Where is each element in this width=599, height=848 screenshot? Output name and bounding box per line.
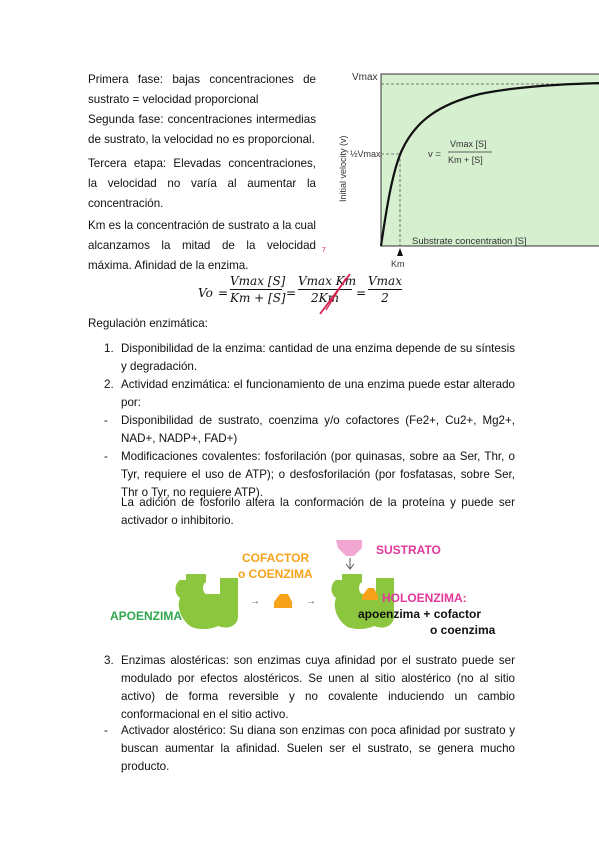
holoenzima-definition-2: o coenzima xyxy=(430,623,496,637)
list-marker-3: - xyxy=(104,414,108,427)
list-marker-1: 1. xyxy=(104,342,114,355)
half-vmax-label: ½Vmax xyxy=(350,149,381,159)
vmax-label: Vmax xyxy=(352,72,378,83)
list-marker-6: 3. xyxy=(104,654,114,667)
x-axis-label: Substrate concentration [S] xyxy=(412,236,527,247)
paragraph-fase2: Segunda fase: concentraciones intermedias de sustrato, la velocidad no es proporcional. xyxy=(88,113,316,146)
paragraph-fase1: Primera fase: bajas concentraciones de sustrato = velocidad proporcional xyxy=(88,73,316,106)
eq-fraction-3: Vmax 2 xyxy=(368,274,402,305)
cofactor-label-1: COFACTOR xyxy=(242,551,310,565)
km-strikethrough xyxy=(316,270,356,318)
list-item-6: Enzimas alostéricas: son enzimas cuya afinidad por el sustrato puede ser modulado por efectos alostéricos. Se unen al sitio alostérico (no al sitio activo) de forma reversible y no covalente induciendo un cambio conformacional en el sitio activo. xyxy=(121,654,515,721)
formula-numerator: Vmax [S] xyxy=(450,139,487,149)
small-red-mark: 7 xyxy=(322,247,326,254)
eq-fraction-1: Vmax [S] Km + [S] xyxy=(230,274,286,305)
y-axis-label: Initial velocity (v) xyxy=(338,135,348,202)
substrate-arrow xyxy=(346,558,354,569)
formula-denominator: Km + [S] xyxy=(448,155,483,165)
eq-equals-3: = xyxy=(356,286,367,300)
km-label: Km xyxy=(391,259,405,269)
substrate-shape xyxy=(336,540,362,556)
list-item-2: Actividad enzimática: el funcionamiento de una enzima puede estar alterado por: xyxy=(121,378,515,409)
list-item-1: Disponibilidad de la enzima: cantidad de una enzima depende de su síntesis y degradación. xyxy=(121,342,515,373)
paragraph-km: Km es la concentración de sustrato a la cual alcanzamos la mitad de la velocidad máxima. Afinidad de la enzima. xyxy=(88,219,316,272)
arrow-2: → xyxy=(306,596,316,607)
list-item-7: Activador alostérico: Su diana son enzimas con poca afinidad por sustrato y buscan aumentar la afinidad. Suelen ser el sustrato, se genera mucho producto. xyxy=(121,724,515,773)
list-marker-7: - xyxy=(104,724,108,737)
michaelis-menten-graph xyxy=(320,62,599,272)
holoenzima-definition-1: apoenzima + cofactor xyxy=(358,607,482,621)
cofactor-shape xyxy=(274,594,292,608)
apoenzima-label: APOENZIMA xyxy=(110,609,182,623)
list-marker-2: 2. xyxy=(104,378,114,391)
list-marker-4: - xyxy=(104,450,108,463)
eq-equals-2: = xyxy=(286,286,297,300)
apoenzyme-shape xyxy=(176,574,239,629)
bound-cofactor-shape xyxy=(362,588,378,600)
eq-equals-1: = xyxy=(218,286,229,300)
list-item-3: Disponibilidad de sustrato, coenzima y/o cofactores (Fe2+, Cu2+, Mg2+, NAD+, NADP+, FAD+) xyxy=(121,414,515,445)
arrow-1: → xyxy=(250,596,260,607)
cofactor-label-2: o COENZIMA xyxy=(238,567,313,581)
list-item-5: La adición de fosforilo altera la conformación de la proteína y puede ser activador o inhibitorio. xyxy=(121,496,515,527)
eq-v0: Vo xyxy=(198,286,213,300)
holoenzyme-figure xyxy=(110,538,530,643)
sustrato-label: SUSTRATO xyxy=(376,543,441,557)
holoenzima-label: HOLOENZIMA: xyxy=(382,591,467,605)
km-arrow xyxy=(397,248,403,256)
km-equation xyxy=(198,274,418,318)
list-item-4: Modificaciones covalentes: fosforilación (por quinasas, sobre aa Ser, Thr, o Tyr, requiere el uso de ATP); o desfosforilación (por fosfatasas, sobre Ser, Thr o Tyr, no requiere ATP). xyxy=(121,450,515,499)
formula-lhs: v = xyxy=(428,149,441,160)
paragraph-fase3: Tercera etapa: Elevadas concentraciones, la velocidad no varía al aumentar la concentración. xyxy=(88,157,316,210)
graph-background xyxy=(381,74,599,246)
eq-fraction-2: Vmax Km 2Km xyxy=(298,274,357,305)
section-heading-regulacion: Regulación enzimática: xyxy=(88,317,208,330)
